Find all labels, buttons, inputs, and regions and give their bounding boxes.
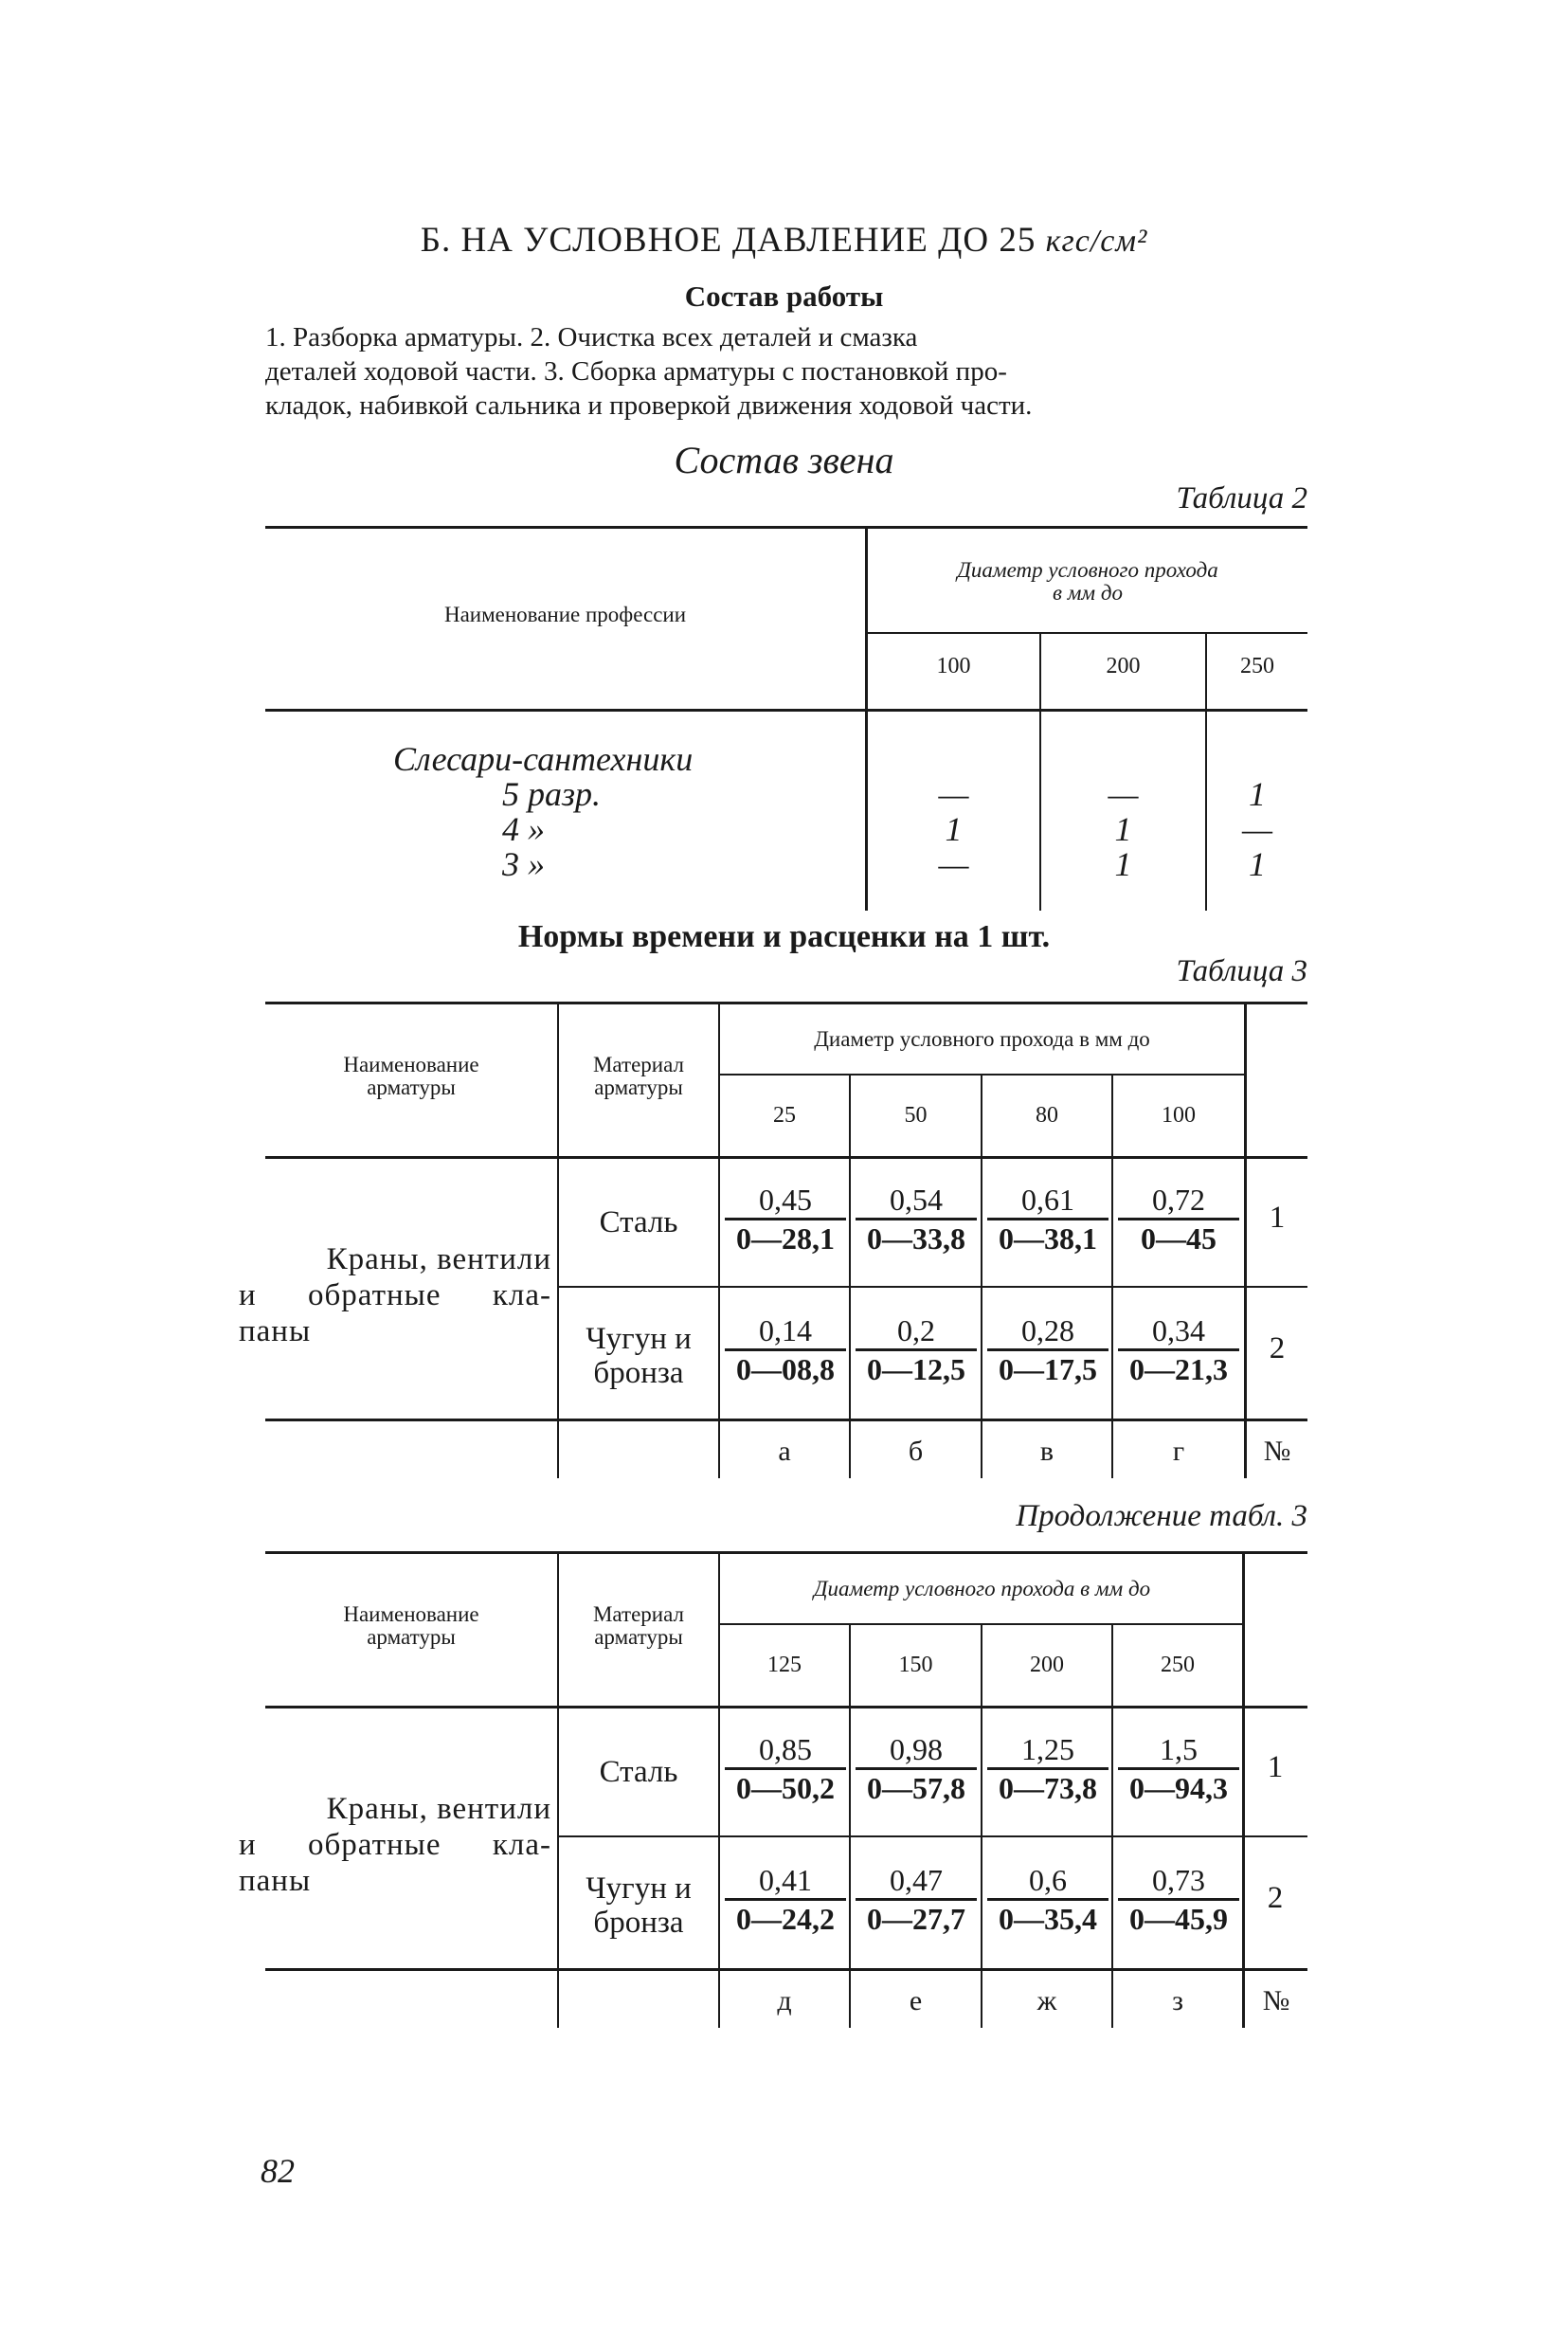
table3c-rule bbox=[265, 1551, 1307, 1554]
material-line1: Чугун и bbox=[586, 1322, 692, 1356]
cell-rate: 0—17,5 bbox=[987, 1348, 1108, 1387]
table3c-footer: е bbox=[909, 1985, 923, 2016]
table3c-header-material-line2: арматуры bbox=[594, 1625, 683, 1649]
table3c-item-name-line1: Краны, вентили bbox=[326, 1792, 551, 1826]
cell-time: 0,72 bbox=[1152, 1183, 1205, 1217]
table3c-footer: № bbox=[1262, 1985, 1290, 2016]
table2-header-diam-line2: в мм до bbox=[1053, 581, 1123, 605]
table3-item-name bbox=[239, 1241, 551, 1349]
cell-time: 0,45 bbox=[759, 1183, 812, 1217]
table2-cell: — bbox=[1108, 775, 1139, 813]
cell-rate: 0—27,7 bbox=[856, 1898, 977, 1937]
table3c-footer: з bbox=[1172, 1985, 1183, 2016]
cell-time: 0,2 bbox=[897, 1313, 935, 1347]
table2-cell: 1 bbox=[1114, 810, 1132, 848]
cell-rate: 0—24,2 bbox=[725, 1898, 846, 1937]
table3c-diam: 250 bbox=[1161, 1653, 1195, 1677]
table3c-footer: ж bbox=[1036, 1985, 1057, 2016]
table3-material: Сталь bbox=[599, 1205, 678, 1239]
cell-time: 0,14 bbox=[759, 1313, 812, 1347]
page-number: 82 bbox=[261, 2152, 295, 2190]
table3-vline bbox=[718, 1004, 720, 1478]
cell-time: 0,98 bbox=[890, 1732, 943, 1766]
table3-footer: в bbox=[1039, 1436, 1054, 1467]
table2-cell: 1 bbox=[945, 810, 963, 848]
table3c-vline bbox=[981, 1625, 982, 2028]
table3c-rule bbox=[265, 1706, 1307, 1708]
table2-cell: — bbox=[938, 845, 969, 883]
cell-time: 0,61 bbox=[1021, 1183, 1074, 1217]
section-heading-text: Б. НА УСЛОВНОЕ ДАВЛЕНИЕ ДО 25 bbox=[420, 221, 1036, 260]
table3c-header-name-line1: Наименование bbox=[343, 1602, 479, 1626]
table3c-row-number: 1 bbox=[1267, 1750, 1284, 1784]
crew-title: Состав звена bbox=[674, 439, 894, 481]
material-line1: Чугун и bbox=[586, 1871, 692, 1906]
table2-header-name: Наименование профессии bbox=[443, 603, 687, 626]
table3c-rule bbox=[559, 1835, 1307, 1837]
table3-row-number: 1 bbox=[1269, 1201, 1286, 1235]
table3c-material bbox=[559, 1871, 718, 1940]
table2-row-name: 5 разр. bbox=[502, 775, 602, 813]
table2-row-name: Слесари-сантехники bbox=[393, 740, 694, 778]
table3c-cell bbox=[987, 1862, 1108, 1937]
table3c-vline bbox=[1242, 1554, 1245, 2028]
table3-diam: 25 bbox=[773, 1103, 796, 1128]
cell-rate: 0—35,4 bbox=[987, 1898, 1108, 1937]
material-line2: бронза bbox=[593, 1906, 684, 1940]
cell-rate: 0—08,8 bbox=[725, 1348, 846, 1387]
cell-rate: 0—21,3 bbox=[1118, 1348, 1239, 1387]
table2-diam: 100 bbox=[936, 654, 971, 678]
table3c-header-material-line1: Материал bbox=[592, 1602, 685, 1626]
table3c-label: Продолжение табл. 3 bbox=[1016, 1499, 1307, 1533]
table3c-header-material bbox=[559, 1603, 718, 1649]
table3-cell bbox=[725, 1182, 846, 1256]
table3c-diam: 125 bbox=[767, 1653, 802, 1677]
table3-cell bbox=[987, 1312, 1108, 1387]
table3c-cell bbox=[1118, 1862, 1239, 1937]
table3-cell bbox=[856, 1182, 977, 1256]
table3-header-name bbox=[265, 1054, 557, 1099]
cell-rate: 0—73,8 bbox=[987, 1767, 1108, 1806]
table3c-cell bbox=[725, 1862, 846, 1937]
cell-time: 0,47 bbox=[890, 1863, 943, 1897]
table3c-cell bbox=[725, 1731, 846, 1806]
table3-footer: а bbox=[778, 1436, 791, 1467]
table3-rule bbox=[720, 1074, 1246, 1076]
cell-rate: 0—38,1 bbox=[987, 1218, 1108, 1256]
table3-vline bbox=[981, 1076, 982, 1478]
table3-diam: 80 bbox=[1036, 1103, 1058, 1128]
cell-time: 0,28 bbox=[1021, 1313, 1074, 1347]
cell-time: 0,54 bbox=[890, 1183, 943, 1217]
table3-rule bbox=[265, 1419, 1307, 1421]
material-line2: бронза bbox=[593, 1356, 684, 1390]
cell-rate: 0—12,5 bbox=[856, 1348, 977, 1387]
table3c-footer: д bbox=[777, 1985, 792, 2016]
table3-rule bbox=[265, 1156, 1307, 1159]
table3c-rule bbox=[265, 1968, 1307, 1971]
cell-time: 0,6 bbox=[1029, 1863, 1067, 1897]
table3c-row-number: 2 bbox=[1267, 1881, 1284, 1915]
table2-head-rule bbox=[265, 709, 1307, 712]
table3-header-diam: Диаметр условного прохода в мм до bbox=[814, 1027, 1150, 1051]
cell-rate: 0—50,2 bbox=[725, 1767, 846, 1806]
table2-diam: 250 bbox=[1240, 654, 1274, 678]
table3-item-name-line3: паны bbox=[239, 1314, 312, 1348]
table3-footer: г bbox=[1172, 1436, 1185, 1467]
table2-cell: 1 bbox=[1249, 775, 1266, 813]
table3-diam: 50 bbox=[904, 1103, 928, 1128]
section-heading-unit: кгс/см² bbox=[1045, 224, 1148, 259]
table2-mid-rule bbox=[867, 632, 1307, 634]
table3-cell bbox=[856, 1312, 977, 1387]
cell-time: 0,73 bbox=[1152, 1863, 1205, 1897]
table3c-vline bbox=[849, 1625, 851, 2028]
table3c-header-name-line2: арматуры bbox=[367, 1625, 456, 1649]
table2-cell: — bbox=[938, 775, 969, 813]
table3-header-material-line2: арматуры bbox=[594, 1076, 683, 1099]
table3c-item-name-line3: паны bbox=[239, 1864, 312, 1898]
table2-cell: 1 bbox=[1249, 845, 1266, 883]
table3c-cell bbox=[987, 1731, 1108, 1806]
cell-rate: 0—57,8 bbox=[856, 1767, 977, 1806]
work-line: деталей ходовой части. 3. Сборка арматуры с постановкой про- bbox=[265, 356, 1007, 387]
work-line: 1. Разборка арматуры. 2. Очистка всех деталей и смазка bbox=[265, 322, 918, 352]
table3c-cell bbox=[856, 1731, 977, 1806]
table2-header-diam bbox=[868, 559, 1307, 605]
table2-header-diam-line1: Диаметр условного прохода bbox=[957, 558, 1218, 582]
cell-rate: 0—28,1 bbox=[725, 1218, 846, 1256]
table3-header-material-line1: Материал bbox=[592, 1053, 685, 1076]
table3-label: Таблица 3 bbox=[1176, 954, 1307, 988]
cell-rate: 0—45 bbox=[1118, 1218, 1239, 1256]
table3-header-name-line2: арматуры bbox=[367, 1076, 456, 1099]
table3-item-name-line2: и обратные кла- bbox=[239, 1278, 551, 1312]
table2-row-name: 4 » bbox=[502, 810, 545, 848]
norms-title: Нормы времени и расценки на 1 шт. bbox=[517, 919, 1051, 954]
table3c-cell bbox=[1118, 1731, 1239, 1806]
cell-time: 0,34 bbox=[1152, 1313, 1205, 1347]
table3-rule bbox=[265, 1002, 1307, 1004]
table3-cell bbox=[725, 1312, 846, 1387]
cell-time: 0,85 bbox=[759, 1732, 812, 1766]
table3-vline bbox=[1244, 1004, 1247, 1478]
table3c-diam: 150 bbox=[898, 1653, 933, 1677]
table3c-vline bbox=[718, 1554, 720, 2028]
table3-header-name-line1: Наименование bbox=[343, 1053, 479, 1076]
cell-rate: 0—45,9 bbox=[1118, 1898, 1239, 1937]
cell-time: 1,5 bbox=[1160, 1732, 1198, 1766]
table3c-item-name-line2: и обратные кла- bbox=[239, 1828, 551, 1862]
table3-footer: б bbox=[908, 1436, 924, 1467]
table3-item-name-line1: Краны, вентили bbox=[326, 1242, 551, 1276]
cell-rate: 0—94,3 bbox=[1118, 1767, 1239, 1806]
table2-top-rule bbox=[265, 526, 1307, 529]
work-title: Состав работы bbox=[684, 280, 884, 313]
table3-cell bbox=[987, 1182, 1108, 1256]
table3-diam: 100 bbox=[1162, 1103, 1196, 1128]
table3-row-number: 2 bbox=[1269, 1331, 1286, 1365]
cell-time: 1,25 bbox=[1021, 1732, 1074, 1766]
table2-cell: — bbox=[1241, 810, 1272, 848]
table3-vline bbox=[849, 1076, 851, 1478]
work-description bbox=[265, 320, 1307, 423]
table2-cell: 1 bbox=[1114, 845, 1132, 883]
table3-footer: № bbox=[1263, 1436, 1291, 1467]
table2-label: Таблица 2 bbox=[1176, 481, 1307, 515]
table3c-material: Сталь bbox=[599, 1755, 678, 1789]
table3c-header-diam: Диаметр условного прохода в мм до bbox=[813, 1577, 1151, 1600]
table2-vline bbox=[865, 529, 868, 709]
table2-row-name: 3 » bbox=[502, 845, 545, 883]
table3c-cell bbox=[856, 1862, 977, 1937]
table3c-diam: 200 bbox=[1030, 1653, 1064, 1677]
table2-diam: 200 bbox=[1106, 654, 1141, 678]
section-heading bbox=[0, 220, 1568, 261]
table3c-header-name bbox=[265, 1603, 557, 1649]
work-line: кладок, набивкой сальника и проверкой движения ходовой части. bbox=[265, 390, 1033, 421]
table3-vline bbox=[1111, 1076, 1113, 1478]
table3c-item-name bbox=[239, 1791, 551, 1899]
cell-time: 0,41 bbox=[759, 1863, 812, 1897]
table3-rule bbox=[559, 1286, 1307, 1288]
table3-header-material bbox=[559, 1054, 718, 1099]
table3-cell bbox=[1118, 1312, 1239, 1387]
cell-rate: 0—33,8 bbox=[856, 1218, 977, 1256]
table3c-vline bbox=[1111, 1625, 1113, 2028]
table3-cell bbox=[1118, 1182, 1239, 1256]
table3-material bbox=[559, 1322, 718, 1390]
